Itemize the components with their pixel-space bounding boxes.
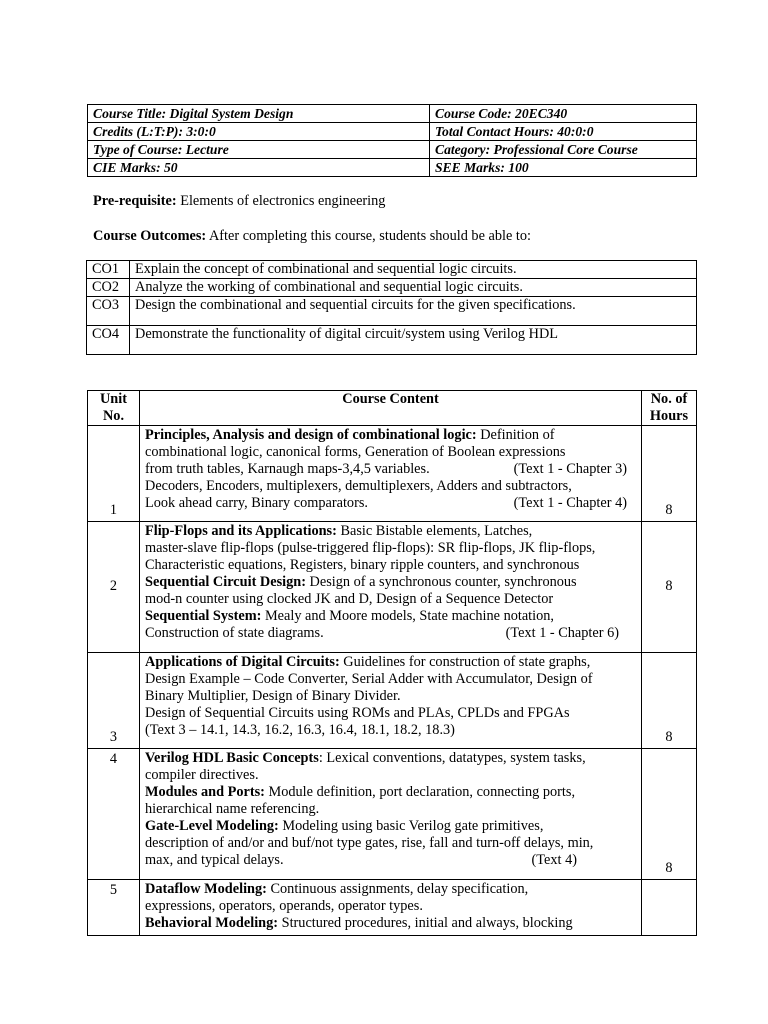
prerequisite [93, 193, 385, 210]
content-text: Design of Sequential Circuits using ROMs and PLAs, CPLDs and FPGAs [145, 705, 570, 721]
course-hours: Total Contact Hours: 40:0:0 [430, 123, 697, 141]
see-marks: SEE Marks: 100 [430, 159, 697, 177]
content-text: Look ahead carry, Binary comparators. [145, 495, 368, 511]
content-text: Mealy and Moore models, State machine notation, [261, 608, 554, 624]
co-code: CO2 [87, 279, 130, 297]
course-info-table [87, 104, 697, 177]
co-code: CO4 [87, 326, 130, 355]
unit-number: 5 [88, 880, 140, 936]
table-row [87, 279, 697, 297]
course-outcomes-heading [93, 228, 531, 245]
co-text: Explain the concept of combinational and sequential logic circuits. [130, 261, 697, 279]
unit-hours: 8 [642, 653, 697, 749]
content-bold: Gate-Level Modeling: [145, 818, 279, 834]
content-bold: Applications of Digital Circuits: [145, 654, 340, 670]
prerequisite-text: Elements of electronics engineering [176, 193, 386, 209]
prerequisite-label: Pre-requisite: [93, 193, 177, 209]
table-row [88, 653, 697, 749]
content-text: Design of a synchronous counter, synchronous [305, 574, 577, 590]
content-text: : Lexical conventions, datatypes, system tasks, [318, 750, 586, 766]
course-code: Course Code: 20EC340 [430, 105, 697, 123]
content-bold: Behavioral Modeling: [145, 915, 279, 931]
content-text: Guidelines for construction of state graphs, [339, 654, 591, 670]
content-text: Basic Bistable elements, Latches, [336, 523, 533, 539]
text-reference: (Text 4) [531, 852, 577, 868]
content-text: Decoders, Encoders, multiplexers, demultiplexers, Adders and subtractors, [145, 478, 572, 494]
co-code: CO1 [87, 261, 130, 279]
table-row [88, 426, 697, 522]
co-text: Design the combinational and sequential circuits for the given specifications. [130, 297, 697, 326]
unit-hours: 8 [642, 426, 697, 522]
table-row [88, 880, 697, 936]
table-row [87, 261, 697, 279]
content-text: compiler directives. [145, 767, 259, 783]
course-type: Type of Course: Lecture [88, 141, 430, 159]
table-row [88, 522, 697, 653]
content-bold: Modules and Ports: [145, 784, 265, 800]
unit-hours: 8 [642, 522, 697, 653]
header-hours: No. of Hours [642, 391, 697, 426]
co-text: Analyze the working of combinational and sequential logic circuits. [130, 279, 697, 297]
content-text: mod-n counter using clocked JK and D, Design of a Sequence Detector [145, 591, 554, 607]
unit-number: 4 [88, 749, 140, 880]
outcomes-label: Course Outcomes: [93, 228, 207, 244]
content-bold: Verilog HDL Basic Concepts [145, 750, 319, 766]
table-header-row [88, 391, 697, 426]
content-text: Characteristic equations, Registers, binary ripple counters, and synchronous [145, 557, 580, 573]
course-category: Category: Professional Core Course [430, 141, 697, 159]
outcomes-text: After completing this course, students should be able to: [206, 228, 531, 244]
content-text: (Text 3 – 14.1, 14.3, 16.2, 16.3, 16.4, 18.1, 18.2, 18.3) [145, 722, 455, 738]
unit-hours: 8 [642, 749, 697, 880]
header-unit-no: Unit No. [88, 391, 140, 426]
content-bold: Sequential System: [145, 608, 262, 624]
unit-content [140, 653, 642, 749]
content-text: combinational logic, canonical forms, Generation of Boolean expressions [145, 444, 566, 460]
content-text: Module definition, port declaration, connecting ports, [264, 784, 576, 800]
table-row [88, 749, 697, 880]
unit-content [140, 426, 642, 522]
content-text: from truth tables, Karnaugh maps-3,4,5 variables. [145, 461, 430, 477]
unit-number: 3 [88, 653, 140, 749]
content-text: Binary Multiplier, Design of Binary Divider. [145, 688, 401, 704]
co-code: CO3 [87, 297, 130, 326]
unit-content [140, 749, 642, 880]
content-text: description of and/or and buf/not type gates, rise, fall and turn-off delays, min, [145, 835, 594, 851]
content-text: expressions, operators, operands, operator types. [145, 898, 423, 914]
content-bold: Principles, Analysis and design of combinational logic: [145, 427, 477, 443]
table-row [87, 297, 697, 326]
course-outcomes-table [86, 260, 697, 355]
content-text: Definition of [476, 427, 555, 443]
content-text: Design Example – Code Converter, Serial Adder with Accumulator, Design of [145, 671, 593, 687]
content-bold: Flip-Flops and its Applications: [145, 523, 337, 539]
course-title: Course Title: Digital System Design [88, 105, 430, 123]
unit-hours [642, 880, 697, 936]
text-reference: (Text 1 - Chapter 4) [513, 495, 627, 511]
content-text: master-slave flip-flops (pulse-triggered flip-flops): SR flip-flops, JK flip-flops, [145, 540, 596, 556]
course-content-table [87, 390, 697, 936]
course-credits: Credits (L:T:P): 3:0:0 [88, 123, 430, 141]
content-text: Modeling using basic Verilog gate primitives, [278, 818, 544, 834]
unit-content [140, 880, 642, 936]
content-text: hierarchical name referencing. [145, 801, 320, 817]
text-reference: (Text 1 - Chapter 6) [505, 625, 619, 641]
content-text: max, and typical delays. [145, 852, 284, 868]
cie-marks: CIE Marks: 50 [88, 159, 430, 177]
co-text: Demonstrate the functionality of digital circuit/system using Verilog HDL [130, 326, 697, 355]
unit-number: 1 [88, 426, 140, 522]
content-bold: Dataflow Modeling: [145, 881, 267, 897]
content-text: Construction of state diagrams. [145, 625, 324, 641]
text-reference: (Text 1 - Chapter 3) [513, 461, 627, 477]
unit-content [140, 522, 642, 653]
content-text: Continuous assignments, delay specification, [266, 881, 529, 897]
content-text: Structured procedures, initial and always, blocking [278, 915, 573, 931]
table-row [87, 326, 697, 355]
content-bold: Sequential Circuit Design: [145, 574, 306, 590]
unit-number: 2 [88, 522, 140, 653]
header-course-content: Course Content [140, 391, 642, 426]
